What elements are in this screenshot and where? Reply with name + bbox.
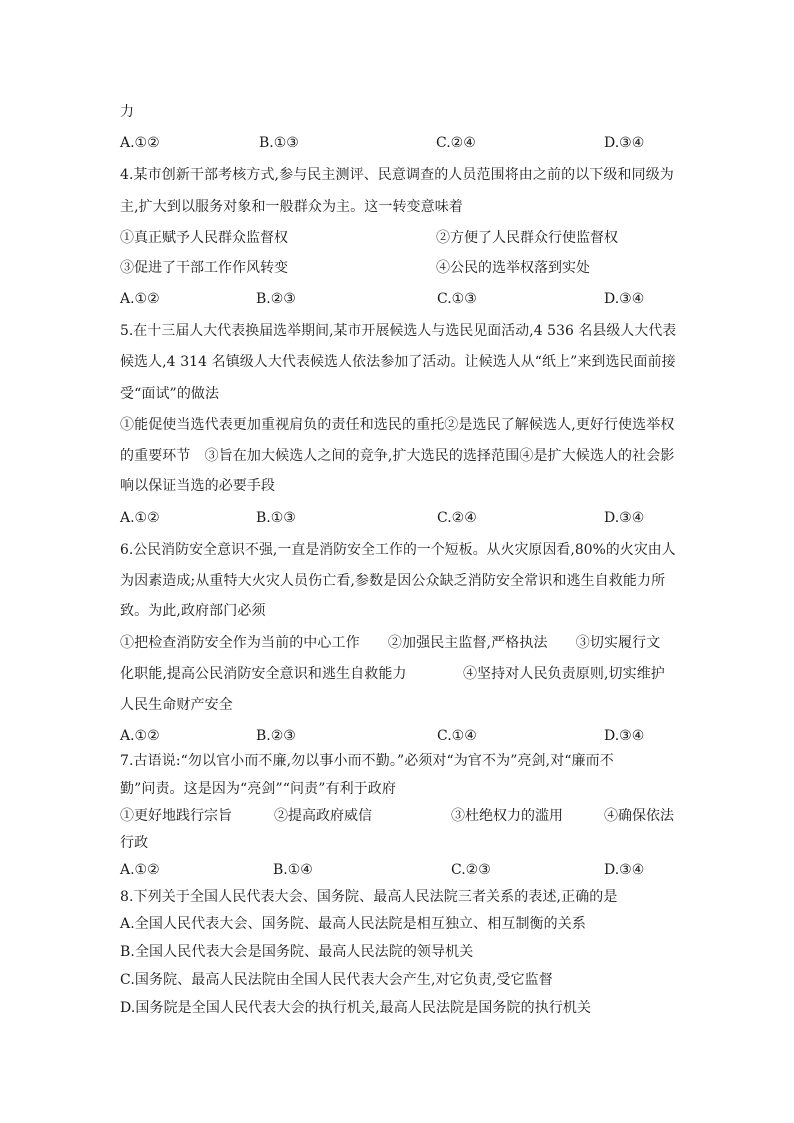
q6-option-d: D.③④ — [604, 728, 645, 744]
prev-option-c: C.②④ — [436, 135, 476, 151]
q4-statement-3: ③促进了干部工作作风转变 — [120, 260, 288, 276]
q7-option-a: A.①② — [120, 862, 160, 878]
q7-option-d: D.③④ — [604, 862, 645, 878]
q8-choice-a: A.全国人民代表大会、国务院、最高人民法院是相互独立、相互制衡的关系 — [120, 916, 586, 932]
q8-choice-d: D.国务院是全国人民代表大会的执行机关,最高人民法院是国务院的执行机关 — [120, 1000, 592, 1016]
q6-option-a: A.①② — [120, 728, 160, 744]
q7-statement-3: ③杜绝权力的滥用 — [451, 808, 563, 824]
q4-statement-4: ④公民的选举权落到实处 — [436, 260, 590, 276]
q4-option-b: B.②③ — [256, 291, 296, 307]
q7-statement-4: ④确保依法 — [604, 808, 674, 824]
q8-choice-c: C.国务院、最高人民法院由全国人民代表大会产生,对它负责,受它监督 — [120, 972, 553, 988]
q5-option-d: D.③④ — [604, 510, 645, 526]
q6-option-c: C.①④ — [437, 728, 477, 744]
q7-statement-2: ②提高政府威信 — [274, 808, 372, 824]
q4-statement-2: ②方便了人民群众行使监督权 — [436, 230, 618, 246]
prev-option-b: B.①③ — [259, 135, 299, 151]
prev-option-a: A.①② — [120, 135, 160, 151]
q6-statement-line-3: 人民生命财产安全 — [120, 697, 233, 713]
q4-stem-line-2: 主,扩大到以服务对象和一般群众为主。这一转变意味着 — [120, 199, 463, 215]
q5-statement-line-2: 的重要环节 ③旨在加大候选人之间的竞争,扩大选民的选择范围④是扩大候选人的社会影 — [120, 448, 675, 464]
q6-stem-line-2: 为因素造成;从重特大火灾人员伤亡看,参数是因公众缺乏消防安全常识和逃生自救能力所 — [120, 573, 666, 589]
q7-statement-tail: 行政 — [120, 835, 149, 851]
q5-stem-line-3: 受“面试”的做法 — [120, 386, 220, 402]
q7-stem-line-2: 勤”问责。这是因为“亮剑”“问责”有利于政府 — [120, 781, 396, 797]
q5-stem-line-1: 5.在十三届人大代表换届选举期间,某市开展候选人与选民见面活动,4 536 名县级人大代表 — [120, 323, 677, 339]
q5-statement-line-1: ①能促使当选代表更加重视肩负的责任和选民的重托②是选民了解候选人,更好行使选举权 — [120, 417, 675, 433]
q6-option-b: B.②③ — [256, 728, 296, 744]
q6-stem-line-1: 6.公民消防安全意识不强,一直是消防安全工作的一个短板。从火灾原因看,80%的火灾由人 — [120, 542, 676, 558]
prev-question-tail: 力 — [120, 104, 135, 120]
q4-option-d: D.③④ — [604, 291, 645, 307]
q5-option-c: C.②④ — [437, 510, 477, 526]
q5-option-b: B.①③ — [256, 510, 296, 526]
q7-statement-1: ①更好地践行宗旨 — [120, 808, 232, 824]
q6-stem-line-3: 致。为此,政府部门必须 — [120, 603, 266, 619]
q7-option-b: B.①④ — [273, 862, 313, 878]
q5-statement-line-3: 响以保证当选的必要手段 — [120, 478, 276, 494]
q6-statement-line-1: ①把检查消防安全作为当前的中心工作 ②加强民主监督,严格执法 ③切实履行文 — [120, 635, 661, 651]
q4-statement-1: ①真正赋予人民群众监督权 — [120, 230, 288, 246]
q4-stem-line-1: 4.某市创新干部考核方式,参与民主测评、民意调查的人员范围将由之前的以下级和同级为 — [120, 167, 674, 183]
q4-option-c: C.①③ — [437, 291, 477, 307]
q8-choice-b: B.全国人民代表大会是国务院、最高人民法院的领导机关 — [120, 944, 474, 960]
q7-stem-line-1: 7.古语说:“勿以官小而不廉,勿以事小而不勤。”必须对“为官不为”亮剑,对“廉而不 — [120, 753, 614, 769]
prev-option-d: D.③④ — [604, 135, 645, 151]
q7-option-c: C.②③ — [451, 862, 491, 878]
q8-stem: 8.下列关于全国人民代表大会、国务院、最高人民法院三者关系的表述,正确的是 — [120, 889, 618, 905]
q6-statement-line-2: 化职能,提高公民消防安全意识和逃生自救能力 ④坚持对人民负责原则,切实维护 — [120, 666, 665, 682]
q5-stem-line-2: 候选人,4 314 名镇级人大代表候选人依法参加了活动。让候选人从“纸上”来到选民面前接 — [120, 354, 676, 370]
q5-option-a: A.①② — [120, 510, 160, 526]
q4-option-a: A.①② — [120, 291, 160, 307]
